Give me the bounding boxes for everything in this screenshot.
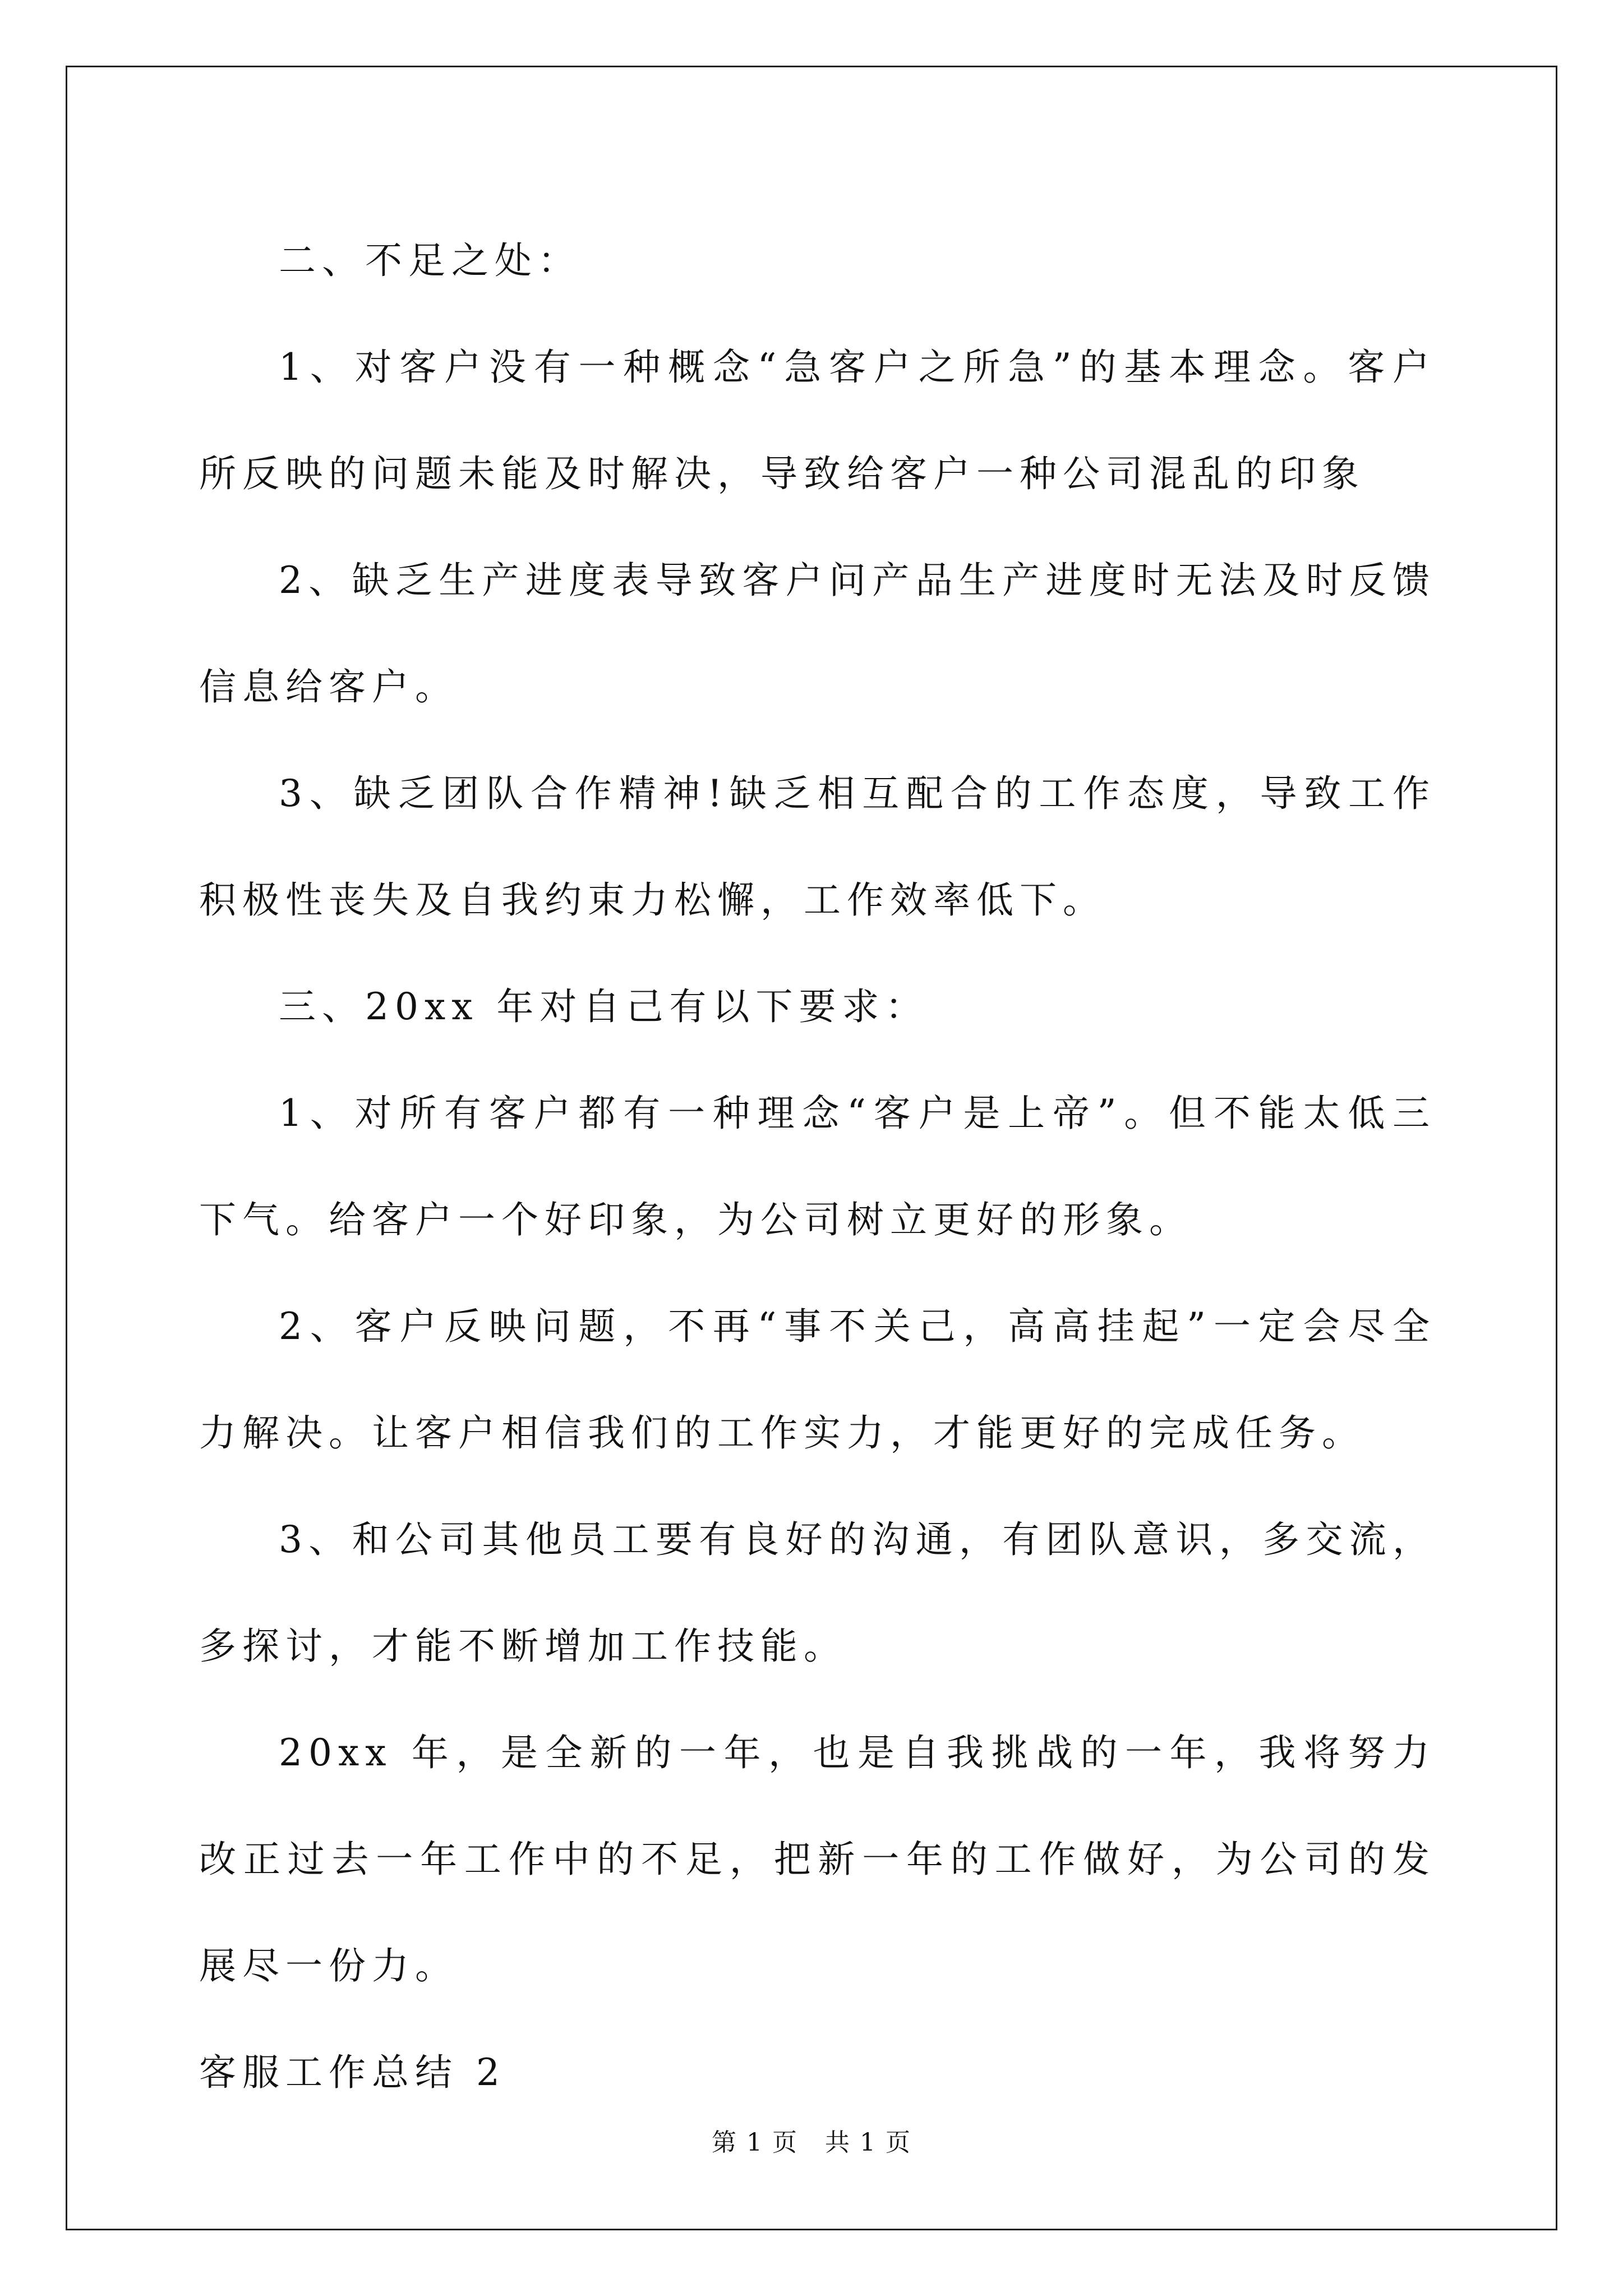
paragraph-requirement-2: 2、客户反映问题，不再“事不关己，高高挂起”一定会尽全力解决。让客户相信我们的工作实力，才能更好的完成任务。 — [199, 1305, 1436, 1455]
section-title-summary-2: 客服工作总结 2 — [199, 2051, 506, 2094]
page-number-current: 第 1 页 — [712, 2128, 798, 2157]
paragraph-deficiency-1: 1、对客户没有一种概念“急客户之所急”的基本理念。客户所反映的问题未能及时解决，导致给客户一种公司混乱的印象 — [199, 346, 1436, 495]
page-footer — [0, 2126, 1623, 2160]
paragraph-requirement-3: 3、和公司其他员工要有良好的沟通，有团队意识，多交流，多探讨，才能不断增加工作技能。 — [199, 1518, 1436, 1668]
paragraph-deficiency-2: 2、缺乏生产进度表导致客户问产品生产进度时无法及时反馈信息给客户。 — [199, 559, 1436, 708]
page-number-total: 共 1 页 — [825, 2128, 911, 2157]
paragraph-conclusion: 20xx 年，是全新的一年，也是自我挑战的一年，我将努力改正过去一年工作中的不足，把新一年的工作做好，为公司的发展尽一份力。 — [199, 1731, 1436, 1987]
paragraph-requirement-1: 1、对所有客户都有一种理念“客户是上帝”。但不能太低三下气。给客户一个好印象，为公司树立更好的形象。 — [199, 1092, 1436, 1241]
paragraph-deficiencies-heading: 二、不足之处： — [279, 239, 581, 282]
paragraph-deficiency-3: 3、缺乏团队合作精神!缺乏相互配合的工作态度，导致工作积极性丧失及自我约束力松懈，工作效率低下。 — [199, 772, 1436, 922]
paragraph-requirements-heading: 三、20xx 年对自己有以下要求： — [279, 985, 929, 1028]
document-body — [199, 208, 1436, 2126]
